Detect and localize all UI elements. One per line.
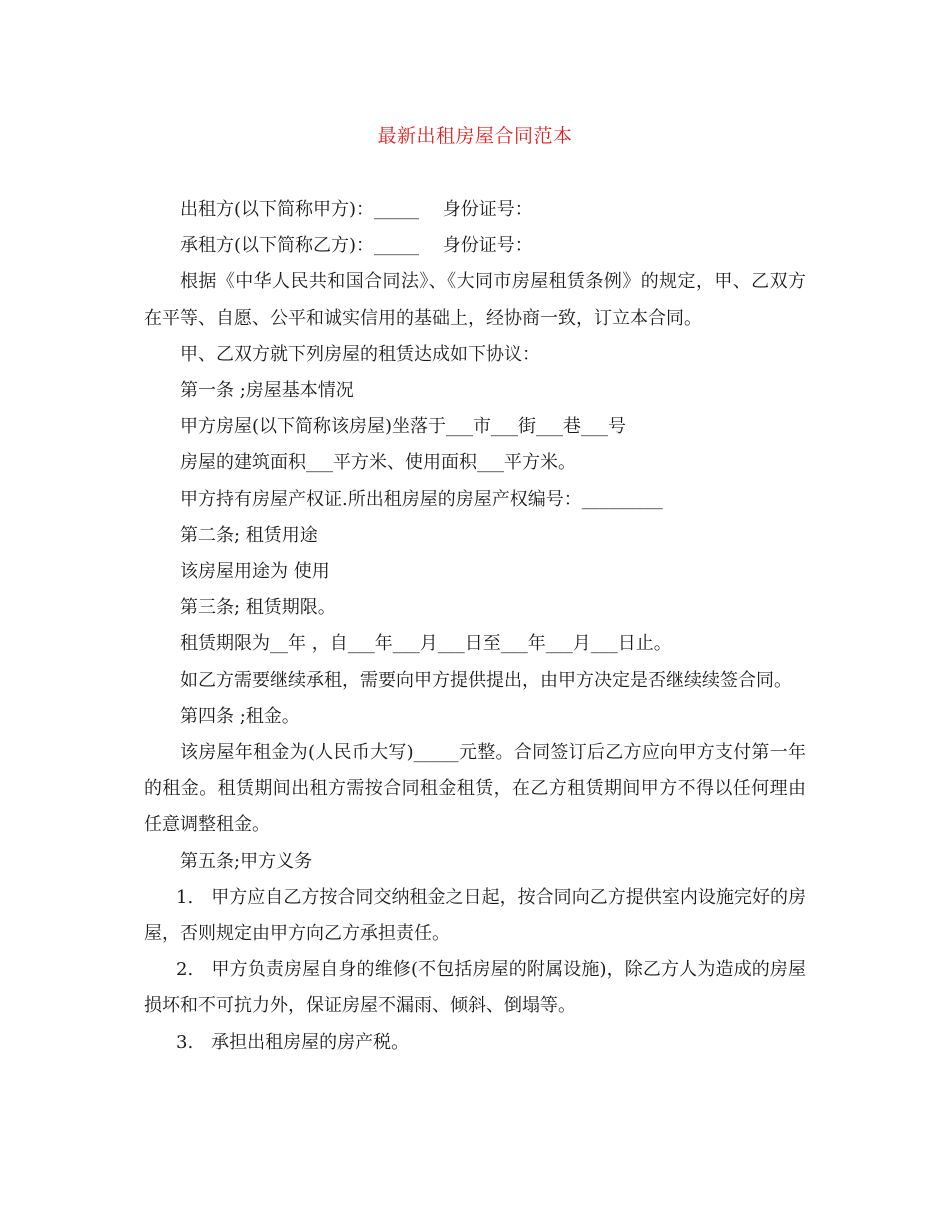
paragraph-rent: 该房屋年租金为(人民币大写)_____元整。合同签订后乙方应向甲方支付第一年的租金。租赁期间出租方需按合同租金租赁，在乙方租赁期间甲方不得以任何理由任意调整租金。	[144, 742, 806, 836]
document-body	[144, 192, 806, 1061]
section-heading-1: 第一条 ;房屋基本情况	[180, 380, 354, 402]
list-item-lessor-duty-2: 2. 甲方负责房屋自身的维修(不包括房屋的附属设施)，除乙方人为造成的房屋损坏和不可抗力外，保证房屋不漏雨、倾斜、倒塌等。	[144, 959, 806, 1017]
list-item-lessor-duty-3: 3. 承担出租房屋的房产税。	[176, 1031, 410, 1053]
paragraph-legal-basis: 根据《中华人民共和国合同法》、《大同市房屋租赁条例》的规定，甲、乙双方在平等、自愿、公平和诚实信用的基础上，经协商一致，订立本合同。	[144, 271, 806, 329]
paragraph-term: 租赁期限为__年 ，自___年___月___日至___年___月___日止。	[180, 633, 672, 655]
paragraph-area: 房屋的建筑面积___平方米、使用面积___平方米。	[180, 452, 576, 474]
section-heading-3: 第三条; 租赁期限。	[180, 597, 336, 619]
paragraph-title-deed: 甲方持有房屋产权证.所出租房屋的房屋产权编号：_________	[180, 488, 663, 510]
document-title: 最新出租房屋合同范本	[377, 125, 573, 147]
section-heading-5: 第五条;甲方义务	[180, 850, 313, 872]
paragraph-lessor: 出租方(以下简称甲方)：_____ 身份证号：	[180, 199, 533, 220]
paragraph-usage: 该房屋用途为 使用	[180, 561, 330, 583]
paragraph-location: 甲方房屋(以下简称该房屋)坐落于___市___街___巷___号	[180, 416, 627, 438]
section-heading-2: 第二条; 租赁用途	[180, 524, 318, 546]
paragraph-agreement-intro: 甲、乙双方就下列房屋的租赁达成如下协议：	[180, 343, 540, 365]
paragraph-lessee: 承租方(以下简称乙方)：_____ 身份证号：	[180, 235, 533, 257]
section-heading-4: 第四条 ;租金。	[180, 705, 300, 727]
list-item-lessor-duty-1: 1. 甲方应自乙方按合同交纳租金之日起，按合同向乙方提供室内设施完好的房屋，否则规定由甲方向乙方承担责任。	[144, 886, 806, 945]
paragraph-renewal: 如乙方需要继续承租，需要向甲方提供提出，由甲方决定是否继续续签合同。	[180, 669, 792, 691]
